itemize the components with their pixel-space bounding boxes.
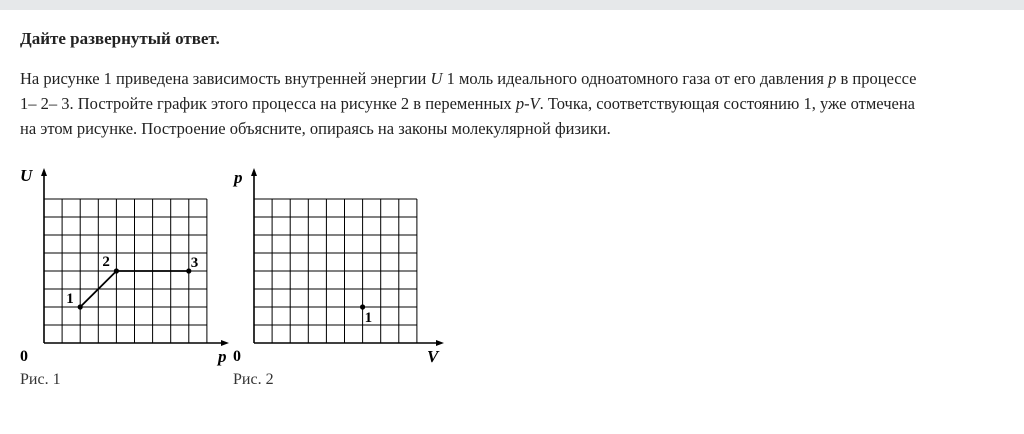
- point-1-label: 1: [364, 310, 373, 326]
- figure-1-caption: Рис. 1: [20, 371, 61, 388]
- figure-2-graph: [232, 168, 440, 366]
- figure-2-grid: [254, 199, 417, 343]
- figure-2-x-axis-label: V: [427, 347, 439, 366]
- top-bar: [0, 0, 1024, 10]
- task-text-line-2: 1– 2– 3. Постройте график этого процесса на рисунке 2 в переменных p-V. Точка, соответствующая состоянию 1, уже отмечена: [20, 94, 915, 113]
- task-text-line-1: На рисунке 1 приведена зависимость внутренней энергии U 1 моль идеального одноатомного газа от его давления p в процессе: [20, 69, 917, 88]
- figure-2-caption: Рис. 2: [233, 371, 274, 388]
- point-2-marker: [114, 268, 119, 273]
- point-3-label: 3: [190, 255, 199, 271]
- figures-svg: [0, 160, 460, 370]
- figure-2-origin-label: 0: [233, 348, 241, 365]
- task-text: [20, 66, 1020, 141]
- task-text-line-3: на этом рисунке. Построение объясните, опираясь на законы молекулярной физики.: [20, 119, 611, 138]
- figure-1-x-axis-label: p: [218, 347, 227, 366]
- point-2-label: 2: [102, 254, 110, 270]
- point-1-label: 1: [66, 291, 74, 307]
- figure-2-y-axis-label: p: [234, 168, 243, 187]
- point-1-marker: [78, 304, 83, 309]
- figure-1-y-axis-label: U: [20, 166, 33, 185]
- figure-1-origin-label: 0: [20, 348, 28, 365]
- figure-1-graph: [20, 166, 227, 366]
- figure-2-points: [360, 304, 372, 326]
- task-heading: Дайте развернутый ответ.: [20, 29, 220, 48]
- point-1-marker: [360, 304, 365, 309]
